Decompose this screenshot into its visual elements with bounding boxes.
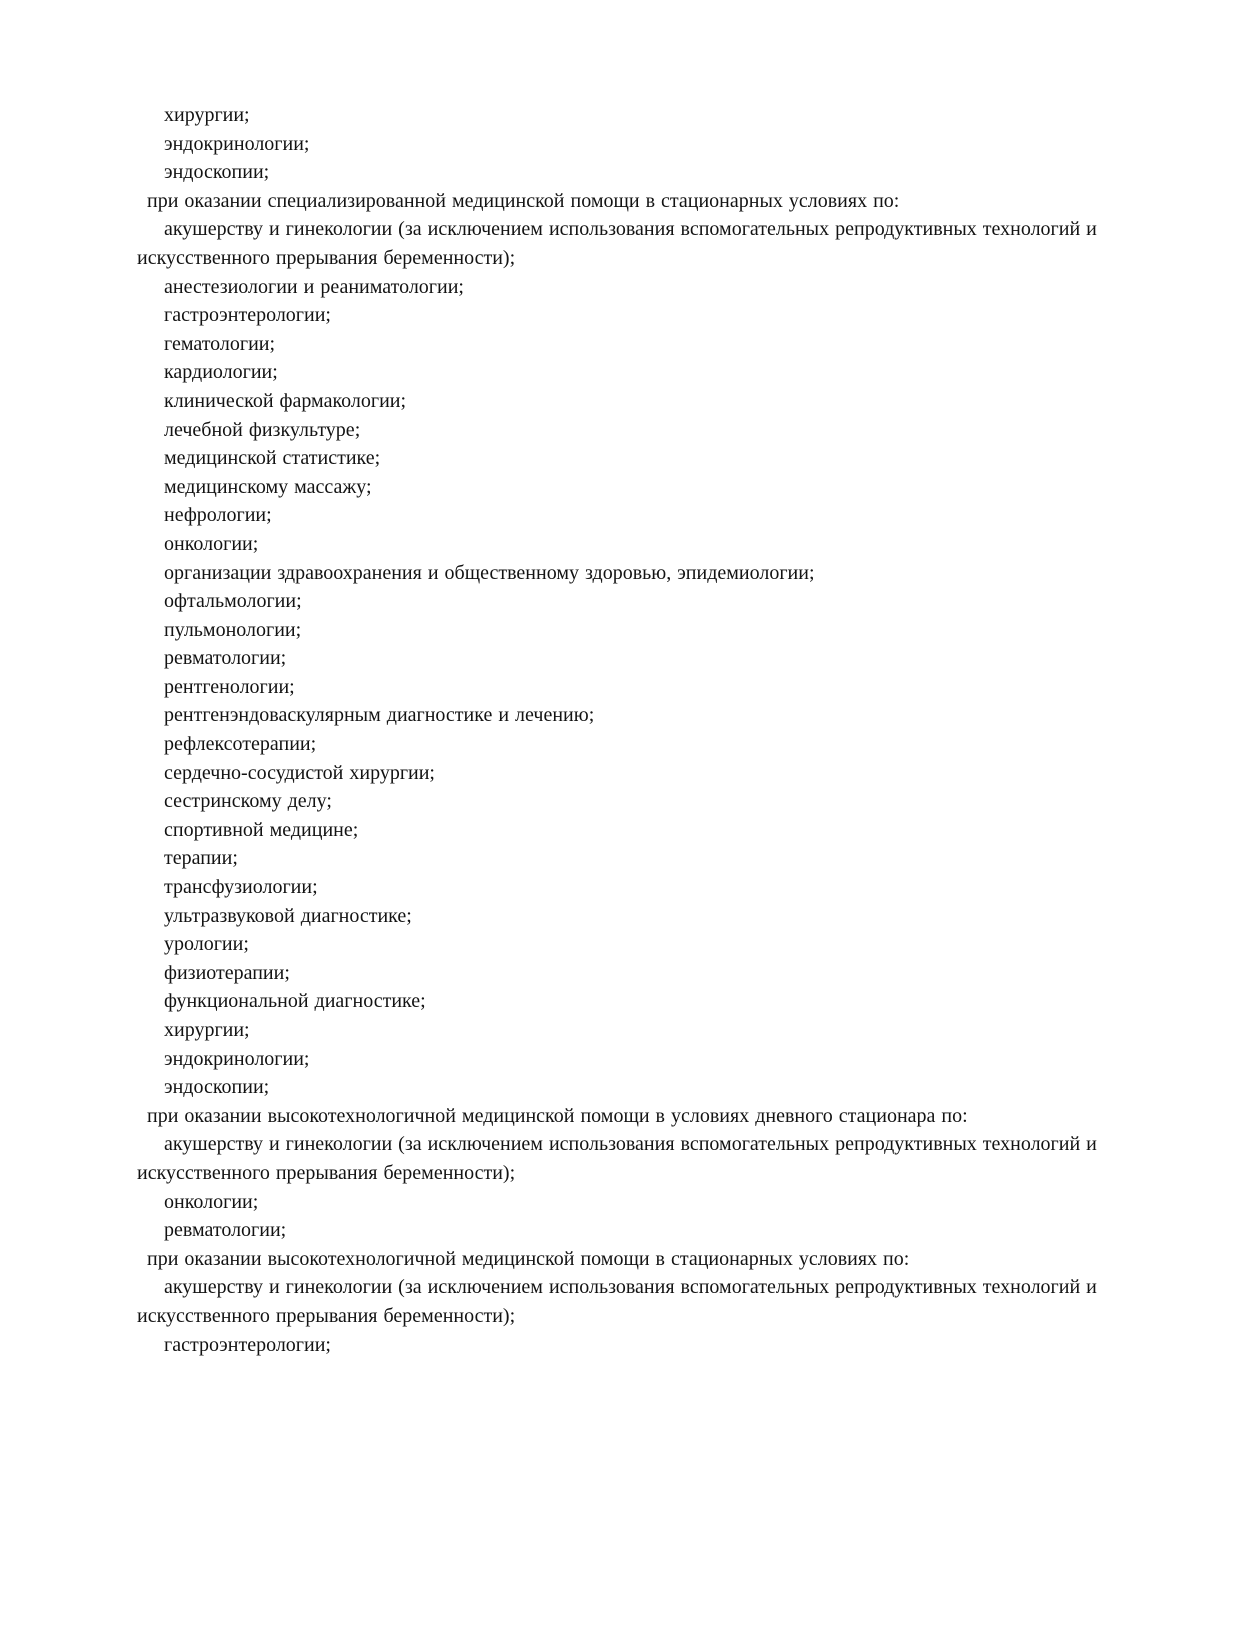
- document-line: эндокринологии;: [164, 132, 310, 155]
- document-line: трансфузиологии;: [164, 876, 318, 899]
- document-line: эндоскопии;: [164, 1076, 270, 1099]
- document-line: сестринскому делу;: [164, 790, 332, 813]
- document-line: акушерству и гинекологии (за исключением использования вспомогательных репродуктивных технологий и искусственного прерывания беременности);: [137, 1276, 1097, 1327]
- document-line: онкологии;: [164, 1190, 259, 1213]
- document-line: урологии;: [164, 933, 249, 956]
- document-line: хирургии;: [164, 104, 250, 126]
- document-line: эндокринологии;: [164, 1047, 310, 1070]
- document-line: лечебной физкультуре;: [164, 418, 361, 441]
- document-line: гастроэнтерологии;: [164, 304, 331, 327]
- document-line: ревматологии;: [164, 647, 287, 670]
- document-line: кардиологии;: [164, 361, 278, 384]
- document-line: организации здравоохранения и общественному здоровью, эпидемиологии;: [164, 561, 815, 584]
- document-line: эндоскопии;: [164, 161, 270, 184]
- section-heading-line: при оказании высокотехнологичной медицинской помощи в условиях дневного стационара по:: [147, 1104, 968, 1127]
- document-line: рентгенэндоваскулярным диагностике и лечению;: [164, 704, 595, 727]
- document-line: акушерству и гинекологии (за исключением использования вспомогательных репродуктивных технологий и искусственного прерывания беременности);: [137, 1133, 1097, 1184]
- document-line: сердечно-сосудистой хирургии;: [164, 761, 435, 784]
- document-line: рентгенологии;: [164, 675, 295, 698]
- document-body: [137, 101, 1119, 1359]
- document-line: спортивной медицине;: [164, 818, 359, 841]
- document-line: онкологии;: [164, 532, 259, 555]
- document-line: физиотерапии;: [164, 961, 290, 984]
- document-line: гастроэнтерологии;: [164, 1333, 331, 1356]
- section-heading-line: при оказании специализированной медицинской помощи в стационарных условиях по:: [147, 189, 900, 212]
- document-line: гематологии;: [164, 332, 276, 355]
- document-line: функциональной диагностике;: [164, 990, 426, 1013]
- document-line: анестезиологии и реаниматологии;: [164, 275, 464, 298]
- document-line: офтальмологии;: [164, 590, 302, 613]
- document-line: медицинскому массажу;: [164, 475, 372, 498]
- document-line: нефрологии;: [164, 504, 272, 527]
- document-line: рефлексотерапии;: [164, 733, 317, 756]
- document-line: медицинской статистике;: [164, 447, 381, 470]
- document-line: терапии;: [164, 847, 238, 870]
- document-line: клинической фармакологии;: [164, 389, 407, 412]
- section-heading-line: при оказании высокотехнологичной медицинской помощи в стационарных условиях по:: [147, 1247, 910, 1270]
- document-line: ультразвуковой диагностике;: [164, 904, 412, 927]
- document-line: акушерству и гинекологии (за исключением использования вспомогательных репродуктивных технологий и искусственного прерывания беременности);: [137, 218, 1097, 269]
- document-line: пульмонологии;: [164, 618, 302, 641]
- document-line: хирургии;: [164, 1019, 250, 1041]
- document-line: ревматологии;: [164, 1219, 287, 1242]
